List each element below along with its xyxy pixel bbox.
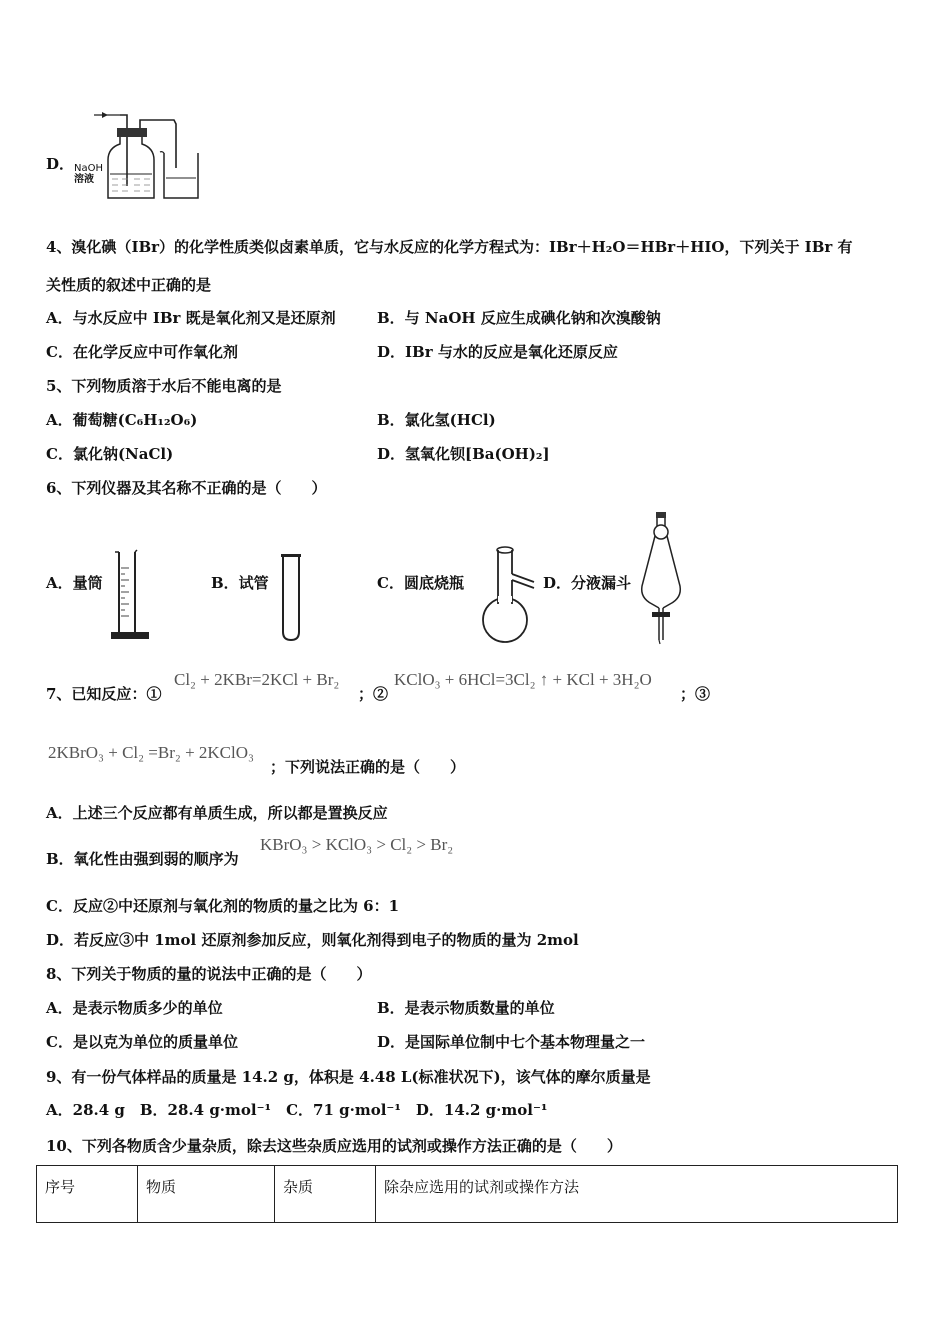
q7-option-b-formula: KBrO₃ > KClO₃ > Cl₂ > Br₂ xyxy=(260,835,454,854)
q4-stem-line2: 关性质的叙述中正确的是 xyxy=(46,276,212,294)
q7-separator-3: ；③ xyxy=(680,685,711,703)
table-header-cell: 除杂应选用的试剂或操作方法 xyxy=(376,1166,898,1223)
q7-option-d: D．若反应③中 1mol 还原剂参加反应，则氧化剂得到电子的物质的量为 2mol xyxy=(46,931,579,949)
q6-option-d: D．分液漏斗 xyxy=(543,574,632,592)
q7-stem-suffix: ；下列说法正确的是（ ） xyxy=(270,758,466,776)
naoh-label: NaOH xyxy=(74,163,103,174)
q8-option-a: A．是表示物质多少的单位 xyxy=(46,999,223,1017)
table-header-cell: 物质 xyxy=(138,1166,275,1223)
q8-stem: 8、下列关于物质的量的说法中正确的是（ ） xyxy=(46,965,372,983)
q7-equation-2: KClO₃ + 6HCl=3Cl₂ ↑ + KCl + 3H₂O xyxy=(394,670,652,689)
q10-stem: 10、下列各物质含少量杂质，除去这些杂质应选用的试剂或操作方法正确的是（ ） xyxy=(46,1137,622,1155)
test-tube-figure xyxy=(278,552,304,644)
q9-stem: 9、有一份气体样品的质量是 14.2 g，体积是 4.48 L(标准状况下)，该气体的摩尔质量是 xyxy=(46,1068,651,1086)
q3-option-d-label: D． xyxy=(46,155,75,173)
q5-option-c: C．氯化钠(NaCl) xyxy=(46,445,174,463)
q6-option-c: C．圆底烧瓶 xyxy=(377,574,464,592)
q7-option-a: A．上述三个反应都有单质生成，所以都是置换反应 xyxy=(46,804,388,822)
q6-stem: 6、下列仪器及其名称不正确的是（ ） xyxy=(46,479,327,497)
graduated-cylinder-figure xyxy=(105,548,155,644)
q7-option-b-prefix: B．氧化性由强到弱的顺序为 xyxy=(46,850,239,868)
q4-option-a: A．与水反应中 IBr 既是氧化剂又是还原剂 xyxy=(46,309,336,327)
q5-option-b: B．氯化氢(HCl) xyxy=(377,411,496,429)
q10-table xyxy=(36,1165,898,1223)
table-header-row xyxy=(37,1166,898,1223)
q8-option-d: D．是国际单位制中七个基本物理量之一 xyxy=(377,1033,646,1051)
q4-option-b: B．与 NaOH 反应生成碘化钠和次溴酸钠 xyxy=(377,309,661,327)
table-header-cell: 杂质 xyxy=(275,1166,376,1223)
q7-option-c: C．反应②中还原剂与氧化剂的物质的量之比为 6：1 xyxy=(46,897,400,915)
q7-equation-1: Cl₂ + 2KBr=2KCl + Br₂ xyxy=(174,670,340,689)
q5-stem: 5、下列物质溶于水后不能电离的是 xyxy=(46,377,282,395)
q7-stem-prefix: 7、已知反应：① xyxy=(46,685,162,703)
q8-option-c: C．是以克为单位的质量单位 xyxy=(46,1033,238,1051)
q9-options: A．28.4 g B．28.4 g·mol⁻¹ C．71 g·mol⁻¹ D．14.2 g·mol⁻¹ xyxy=(46,1101,548,1119)
q4-option-c: C．在化学反应中可作氧化剂 xyxy=(46,343,238,361)
q4-option-d: D．IBr 与水的反应是氧化还原反应 xyxy=(377,343,618,361)
q7-separator-2: ；② xyxy=(358,685,389,703)
naoh-solution-label xyxy=(74,163,103,185)
gas-washing-apparatus-figure xyxy=(72,108,202,203)
q8-option-b: B．是表示物质数量的单位 xyxy=(377,999,555,1017)
q5-option-a: A．葡萄糖(C₆H₁₂O₆) xyxy=(46,411,198,429)
q7-equation-3: 2KBrO₃ + Cl₂ =Br₂ + 2KClO₃ xyxy=(48,743,254,762)
solution-label: 溶液 xyxy=(74,174,94,185)
table-header-cell: 序号 xyxy=(37,1166,138,1223)
q4-stem-line1: 4、溴化碘（IBr）的化学性质类似卤素单质，它与水反应的化学方程式为：IBr＋H₂O＝HBr＋HIO，下列关于 IBr 有 xyxy=(46,238,853,256)
q6-option-a: A．量筒 xyxy=(46,574,103,592)
q5-option-d: D．氢氧化钡[Ba(OH)₂] xyxy=(377,445,550,463)
q6-option-b: B．试管 xyxy=(211,574,269,592)
separatory-funnel-figure xyxy=(636,508,686,646)
round-bottom-flask-figure xyxy=(476,544,546,644)
